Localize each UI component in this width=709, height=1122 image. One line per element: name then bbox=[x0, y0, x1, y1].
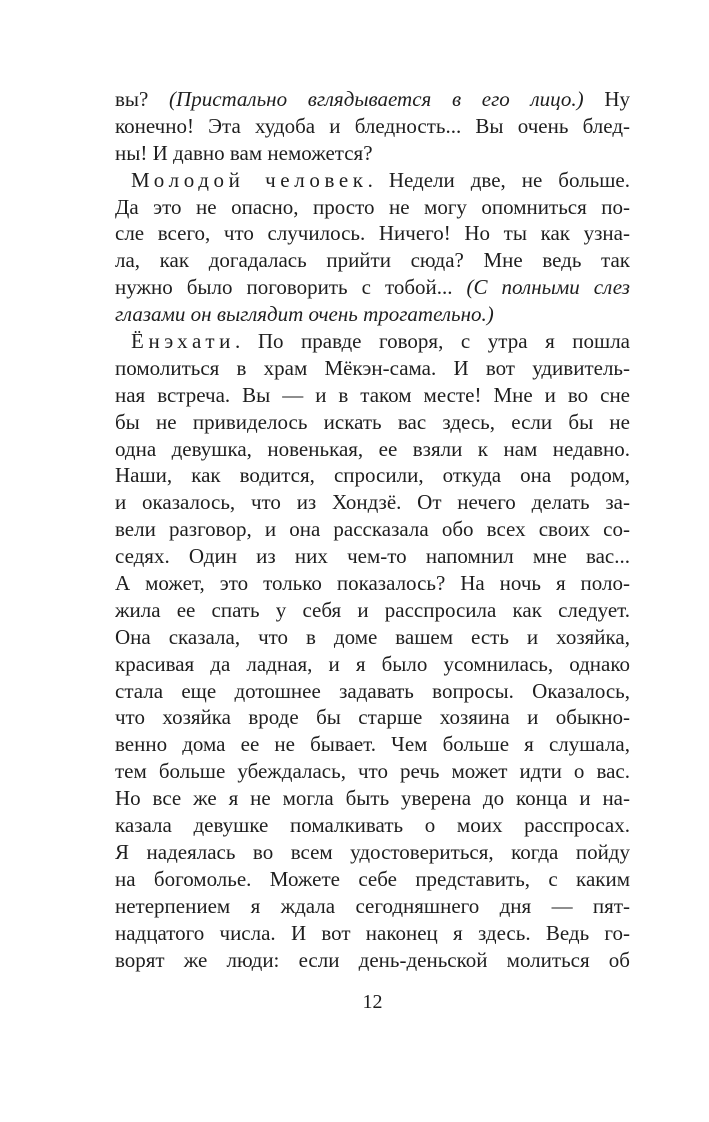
dialogue-text: седях. Один из них чем-то напомнил мне вас... bbox=[115, 544, 630, 569]
dialogue-text: . По правде говоря, с утра я пошла bbox=[235, 329, 630, 354]
dialogue-text: Но все же я не могла быть уверена до конца и на- bbox=[115, 786, 630, 811]
dialogue-text: конечно! Эта худоба и бледность... Вы очень блед- bbox=[115, 113, 630, 138]
dialogue-text: нужно было поговорить с тобой... bbox=[115, 275, 467, 300]
dialogue-text: Ну bbox=[604, 87, 630, 111]
text-line bbox=[115, 436, 630, 463]
dialogue-text: на богомолье. Можете себе представить, с каким bbox=[115, 866, 630, 891]
dialogue-text: ны! И давно вам неможется? bbox=[115, 140, 373, 165]
dialogue-text: жила ее спать у себя и расспросила как следует. bbox=[115, 597, 630, 622]
dialogue-text: стала еще дотошнее задавать вопросы. Оказалось, bbox=[115, 678, 630, 703]
dialogue-text: Она сказала, что в доме вашем есть и хозяйка, bbox=[115, 624, 630, 649]
dialogue-text: А может, это только показалось? На ночь я поло- bbox=[115, 571, 630, 596]
text-line bbox=[115, 597, 630, 624]
text-line bbox=[115, 462, 630, 489]
text-line bbox=[115, 758, 630, 785]
text-line bbox=[115, 355, 630, 382]
text-line bbox=[115, 489, 630, 516]
text-line bbox=[115, 570, 630, 597]
text-line bbox=[115, 220, 630, 247]
dialogue-text: помолиться в храм Мёкэн-сама. И вот удивитель- bbox=[115, 355, 630, 380]
dialogue-text: бы не привиделось искать вас здесь, если бы не bbox=[115, 409, 630, 434]
text-line bbox=[115, 839, 630, 866]
dialogue-text: и оказалось, что из Хондзё. От нечего делать за- bbox=[115, 490, 630, 515]
dialogue-text: . Недели две, не больше. bbox=[367, 167, 630, 192]
dialogue-text: вы? bbox=[115, 87, 170, 111]
text-line bbox=[115, 731, 630, 758]
dialogue-text: Я надеялась во всем удостовериться, когда пойду bbox=[115, 839, 630, 864]
text-line bbox=[115, 920, 630, 947]
dialogue-text: казала девушке помалкивать о моих расспросах. bbox=[115, 813, 630, 838]
dialogue-text: Наши, как водится, спросили, откуда она родом, bbox=[115, 463, 630, 488]
page-number: 12 bbox=[362, 991, 383, 1013]
dialogue-text: тем больше убеждалась, что речь может идти о вас. bbox=[115, 759, 630, 784]
text-line bbox=[115, 140, 630, 167]
text-line bbox=[115, 785, 630, 812]
text-line bbox=[115, 274, 630, 301]
text-line bbox=[115, 167, 630, 194]
dialogue-text: одна девушка, новенькая, ее взяли к нам недавно. bbox=[115, 436, 630, 461]
dialogue-text: ная встреча. Вы — и в таком месте! Мне и во сне bbox=[115, 382, 630, 407]
text-line bbox=[115, 866, 630, 893]
text-line bbox=[115, 893, 630, 920]
stage-direction: (С полными слез bbox=[466, 275, 630, 300]
page-text bbox=[115, 86, 630, 973]
text-line bbox=[115, 543, 630, 570]
text-line bbox=[115, 651, 630, 678]
character-name: Ёнэхати bbox=[131, 329, 236, 354]
stage-direction: (Пристально вглядывается в его лицо.) bbox=[169, 87, 605, 111]
text-line bbox=[115, 624, 630, 651]
text-line bbox=[115, 704, 630, 731]
text-line bbox=[115, 113, 630, 140]
dialogue-text: венно дома ее не бывает. Чем больше я слушала, bbox=[115, 732, 630, 757]
dialogue-text: вели разговор, и она рассказала обо всех своих со- bbox=[115, 517, 630, 542]
dialogue-text: что хозяйка вроде бы старше хозяина и обыкно- bbox=[115, 705, 630, 730]
dialogue-text: нетерпением я ждала сегодняшнего дня — пят- bbox=[115, 893, 630, 918]
text-line bbox=[115, 812, 630, 839]
text-line bbox=[115, 328, 630, 355]
character-name: Молодой человек bbox=[131, 167, 368, 192]
text-line bbox=[115, 301, 630, 328]
stage-direction: глазами он выглядит очень трогательно.) bbox=[115, 302, 494, 327]
dialogue-text: Да это не опасно, просто не могу опомниться по- bbox=[115, 194, 630, 219]
dialogue-text: ла, как догадалась прийти сюда? Мне ведь так bbox=[115, 248, 630, 273]
dialogue-text: надцатого числа. И вот наконец я здесь. Ведь го- bbox=[115, 920, 630, 945]
text-line bbox=[115, 86, 630, 113]
text-line bbox=[115, 409, 630, 436]
text-line bbox=[115, 947, 630, 974]
dialogue-text: ворят же люди: если день-деньской молиться об bbox=[115, 947, 630, 972]
dialogue-text: красивая да ладная, и я было усомнилась, однако bbox=[115, 651, 630, 676]
text-line bbox=[115, 516, 630, 543]
text-line bbox=[115, 194, 630, 221]
text-line bbox=[115, 247, 630, 274]
text-line bbox=[115, 382, 630, 409]
text-line bbox=[115, 678, 630, 705]
dialogue-text: сле всего, что случилось. Ничего! Но ты как узна- bbox=[115, 221, 630, 246]
